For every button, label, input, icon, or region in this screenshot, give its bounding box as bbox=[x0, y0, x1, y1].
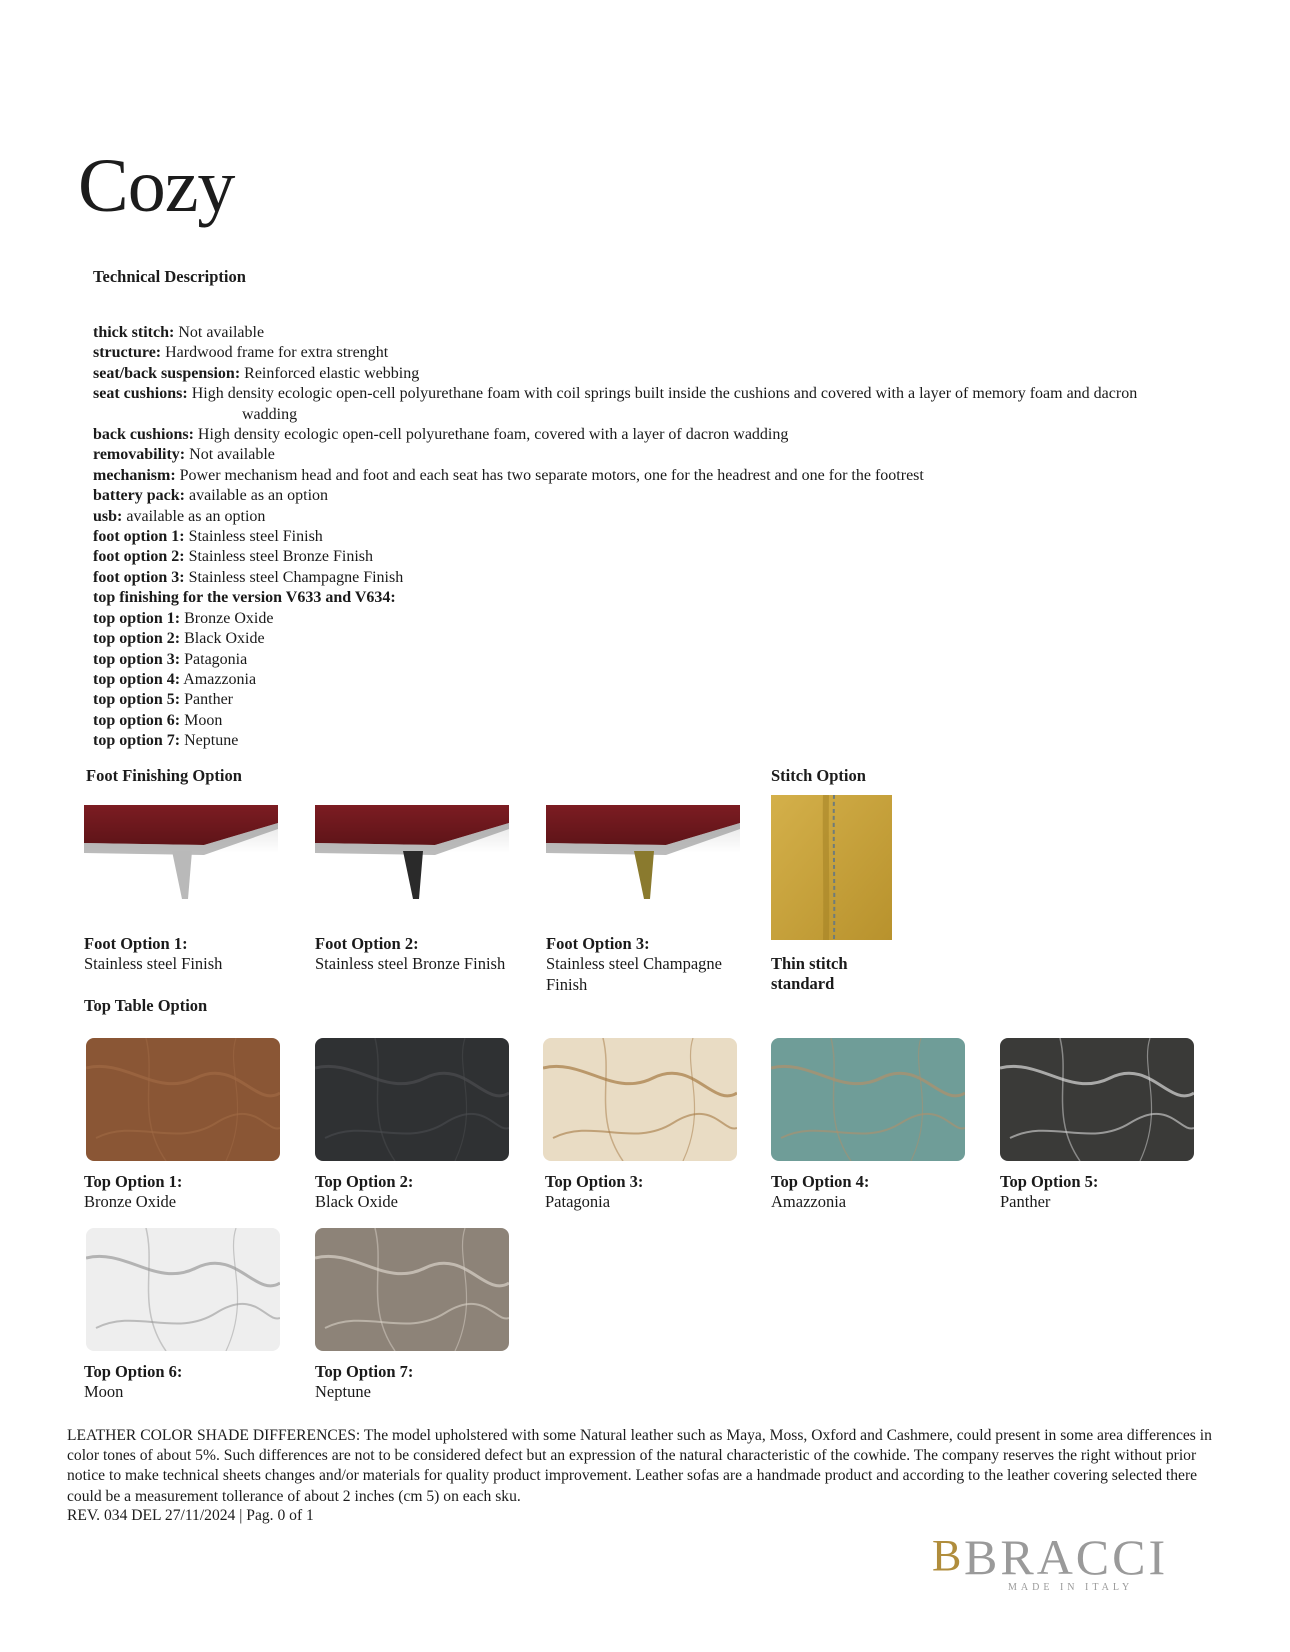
spec-label: back cushions: bbox=[93, 426, 194, 444]
product-title: Cozy bbox=[78, 144, 235, 228]
spec-label: top option 3: bbox=[93, 650, 181, 668]
foot-option-image bbox=[315, 805, 509, 905]
spec-value: Bronze Oxide bbox=[180, 609, 274, 627]
foot-option-title: Foot Option 1: bbox=[84, 934, 188, 953]
foot-finishing-heading: Foot Finishing Option bbox=[86, 766, 242, 785]
spec-label: foot option 1: bbox=[93, 528, 185, 546]
foot-option-value: Stainless steel Finish bbox=[84, 954, 223, 974]
top-option-title: Top Option 7: bbox=[315, 1362, 414, 1381]
top-option-swatch bbox=[86, 1228, 280, 1351]
spec-label: structure: bbox=[93, 344, 162, 362]
foot-option-title: Foot Option 2: bbox=[315, 934, 419, 953]
spec-label: top option 6: bbox=[93, 711, 181, 729]
top-option-value: Neptune bbox=[315, 1382, 371, 1402]
spec-label: foot option 2: bbox=[93, 548, 185, 566]
spec-row bbox=[93, 384, 1223, 425]
spec-label: top option 2: bbox=[93, 630, 181, 648]
spec-value: Not available bbox=[185, 446, 275, 464]
top-option-value: Moon bbox=[84, 1382, 124, 1402]
foot-option-caption bbox=[84, 934, 284, 975]
spec-label: removability: bbox=[93, 446, 186, 464]
top-option-value: Black Oxide bbox=[315, 1192, 398, 1212]
spec-value: Patagonia bbox=[180, 650, 248, 668]
spec-value: Stainless steel Finish bbox=[184, 528, 323, 546]
foot-option-image bbox=[84, 805, 278, 905]
spec-value: Stainless steel Champagne Finish bbox=[184, 568, 404, 586]
spec-row bbox=[93, 547, 1223, 567]
stitch-caption-title: Thin stitch bbox=[771, 954, 848, 973]
spec-row bbox=[93, 690, 1223, 710]
top-option-caption bbox=[771, 1172, 869, 1213]
spec-value-continued: wadding bbox=[242, 405, 298, 423]
spec-label: top option 1: bbox=[93, 609, 181, 627]
spec-row bbox=[93, 507, 1223, 527]
spec-row bbox=[93, 670, 1223, 690]
top-option-value: Panther bbox=[1000, 1192, 1051, 1212]
spec-row bbox=[93, 609, 1223, 629]
spec-row bbox=[93, 731, 1223, 751]
spec-row bbox=[93, 711, 1223, 731]
spec-list bbox=[93, 323, 1223, 752]
spec-value: High density ecologic open-cell polyurethane foam, covered with a layer of dacron wadding bbox=[193, 426, 789, 444]
spec-row bbox=[93, 650, 1223, 670]
spec-label: foot option 3: bbox=[93, 568, 185, 586]
disclaimer-text: LEATHER COLOR SHADE DIFFERENCES: The model upholstered with some Natural leather such as Maya, Moss, Oxford and Cashmere, could present in some area differences in color tones of about 5%. Such differences are not to be considered defect but an expression of the natural characteristic of the cowhide. The company reserves the right without prior notice to make technical sheets changes and/or materials for quality product improvement. Leather sofas are a handmade product and according to the leather covering selected there could be a measurement tollerance of about 2 inches (cm 5) on each sku. bbox=[67, 1427, 1212, 1505]
foot-option-image bbox=[546, 805, 740, 905]
spec-label: seat cushions: bbox=[93, 385, 188, 403]
logo-tagline: MADE IN ITALY bbox=[1008, 1582, 1134, 1593]
spec-label: usb: bbox=[93, 507, 123, 525]
spec-value: Power mechanism head and foot and each seat has two separate motors, one for the headrest and one for the footrest bbox=[175, 466, 924, 484]
foot-option-title: Foot Option 3: bbox=[546, 934, 650, 953]
foot-option-caption bbox=[315, 934, 515, 975]
logo-brand: BRACCI bbox=[964, 1529, 1169, 1585]
top-option-swatch bbox=[315, 1228, 509, 1351]
top-option-swatch bbox=[315, 1038, 509, 1161]
spec-row bbox=[93, 629, 1223, 649]
spec-label: mechanism: bbox=[93, 466, 176, 484]
spec-row bbox=[93, 364, 1223, 384]
spec-value: Hardwood frame for extra strenght bbox=[161, 344, 389, 362]
stitch-caption-value: standard bbox=[771, 974, 835, 994]
foot-option-value: Stainless steel Bronze Finish bbox=[315, 954, 506, 974]
bracci-logo bbox=[930, 1529, 1200, 1593]
stitch-option-heading: Stitch Option bbox=[771, 766, 866, 785]
top-option-title: Top Option 5: bbox=[1000, 1172, 1099, 1191]
top-option-caption bbox=[315, 1362, 413, 1403]
revision-line: REV. 034 DEL 27/11/2024 | Pag. 0 of 1 bbox=[67, 1507, 314, 1524]
spec-row bbox=[93, 445, 1223, 465]
top-option-value: Patagonia bbox=[545, 1192, 611, 1212]
top-option-title: Top Option 3: bbox=[545, 1172, 644, 1191]
top-option-title: Top Option 6: bbox=[84, 1362, 183, 1381]
spec-row bbox=[93, 323, 1223, 343]
spec-value: available as an option bbox=[184, 487, 329, 505]
spec-label: top finishing for the version V633 and V634: bbox=[93, 589, 396, 607]
top-option-caption bbox=[1000, 1172, 1098, 1213]
top-option-swatch bbox=[86, 1038, 280, 1161]
spec-value: Stainless steel Bronze Finish bbox=[184, 548, 373, 566]
spec-value: Black Oxide bbox=[180, 630, 265, 648]
top-option-value: Amazzonia bbox=[771, 1192, 847, 1212]
spec-label: top option 7: bbox=[93, 732, 181, 750]
top-option-swatch bbox=[1000, 1038, 1194, 1161]
top-option-caption bbox=[315, 1172, 413, 1213]
top-option-caption bbox=[545, 1172, 643, 1213]
spec-value: available as an option bbox=[122, 507, 266, 525]
top-option-caption bbox=[84, 1172, 182, 1213]
spec-value: Moon bbox=[180, 711, 223, 729]
top-option-title: Top Option 2: bbox=[315, 1172, 414, 1191]
spec-row bbox=[93, 466, 1223, 486]
spec-value: Reinforced elastic webbing bbox=[240, 364, 420, 382]
spec-row bbox=[93, 343, 1223, 363]
spec-row bbox=[93, 425, 1223, 445]
thin-stitch-image bbox=[771, 795, 892, 940]
spec-label: top option 4: bbox=[93, 670, 181, 688]
top-option-title: Top Option 4: bbox=[771, 1172, 870, 1191]
technical-description-heading: Technical Description bbox=[93, 267, 246, 286]
spec-row bbox=[93, 568, 1223, 588]
spec-label: thick stitch: bbox=[93, 324, 175, 341]
foot-option-value: Stainless steel Champagne Finish bbox=[546, 954, 722, 994]
spec-label: top option 5: bbox=[93, 691, 181, 709]
spec-row bbox=[93, 527, 1223, 547]
top-option-swatch bbox=[771, 1038, 965, 1161]
spec-row bbox=[93, 588, 1223, 608]
svg-text:B: B bbox=[932, 1536, 962, 1576]
top-option-value: Bronze Oxide bbox=[84, 1192, 177, 1212]
stitch-caption bbox=[771, 954, 848, 995]
spec-label: seat/back suspension: bbox=[93, 364, 241, 382]
spec-value: Panther bbox=[180, 691, 233, 709]
foot-option-caption bbox=[546, 934, 746, 995]
stitch-swatch bbox=[771, 795, 892, 940]
spec-value: Amazzonia bbox=[180, 670, 257, 688]
spec-label: battery pack: bbox=[93, 487, 185, 505]
spec-value: Neptune bbox=[180, 732, 239, 750]
spec-value: High density ecologic open-cell polyurethane foam with coil springs built inside the cushions and covered with a layer of memory foam and dacron bbox=[187, 385, 1138, 403]
top-option-swatch bbox=[543, 1038, 737, 1161]
spec-row bbox=[93, 486, 1223, 506]
top-table-heading: Top Table Option bbox=[84, 996, 208, 1015]
top-option-title: Top Option 1: bbox=[84, 1172, 183, 1191]
top-option-caption bbox=[84, 1362, 182, 1403]
spec-value: Not available bbox=[174, 324, 265, 341]
